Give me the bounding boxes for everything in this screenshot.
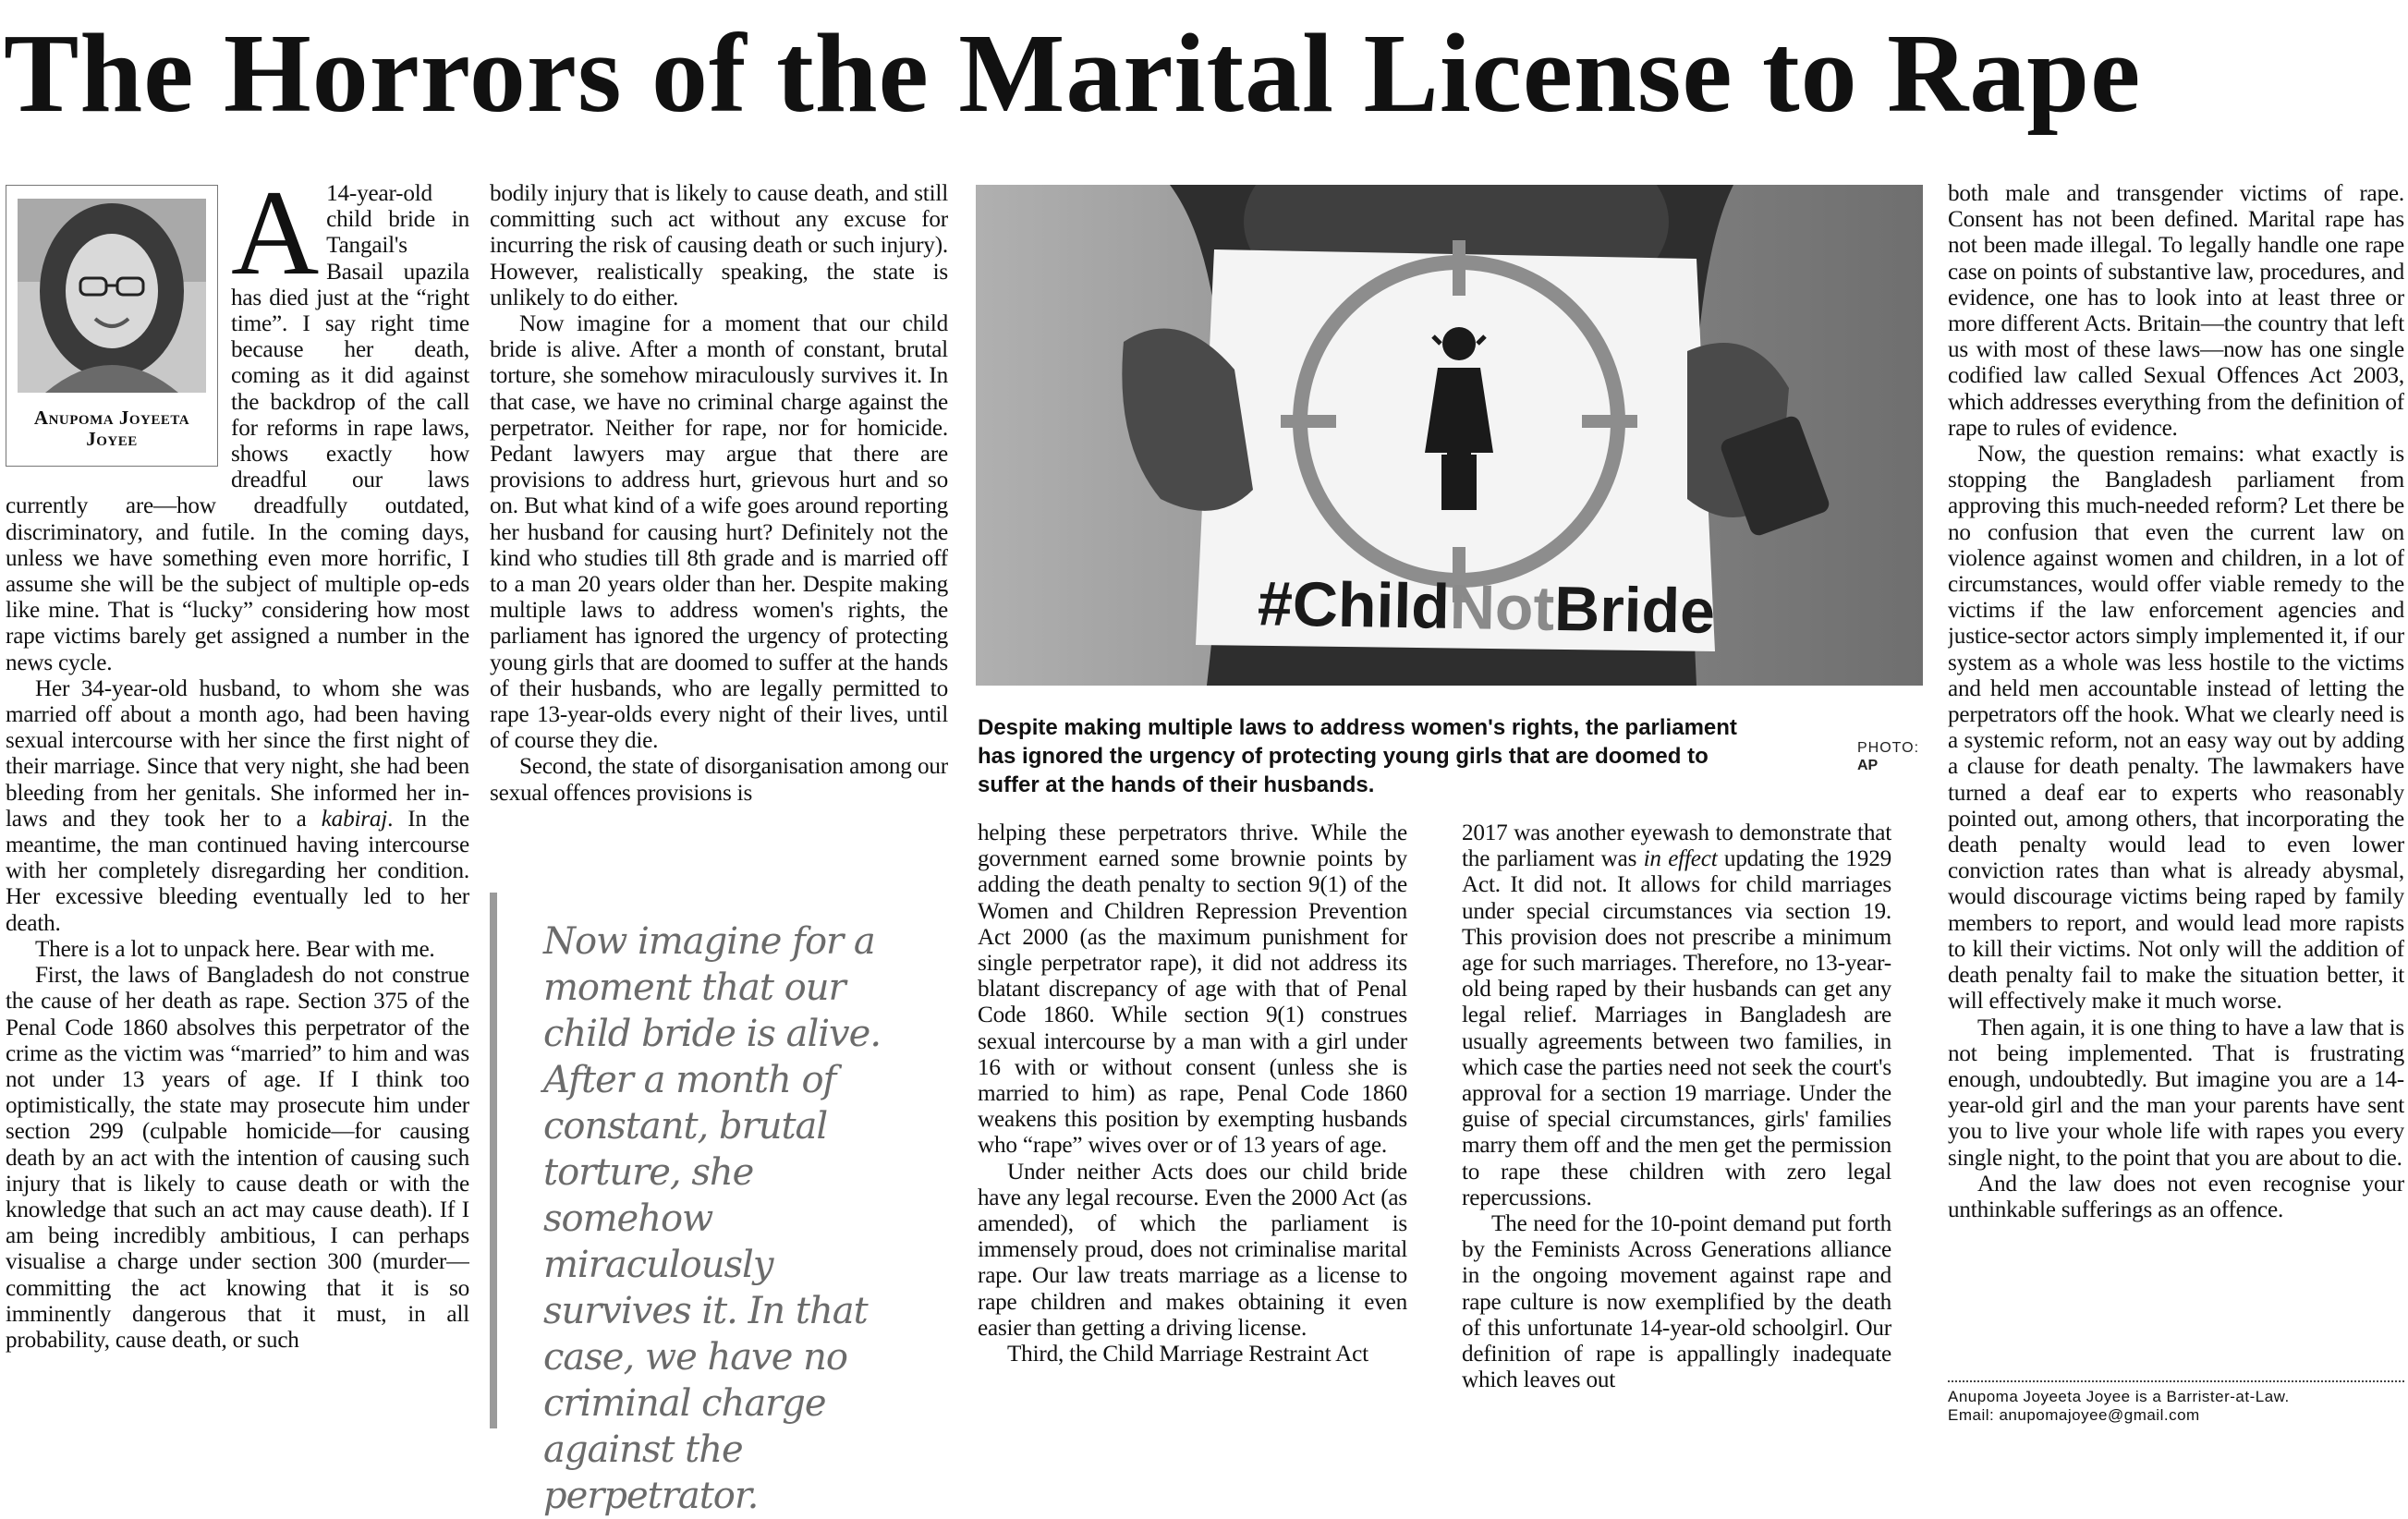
author-portrait-image bbox=[18, 199, 206, 393]
paragraph: Now, the question remains: what exactly is stopping the Bangladesh parliament from approving this much-needed reform? Let there be no confusion that even the current law on violence against women and children, in a lot of circumstances, would offer viable remedy to the victims if the law enforcement agencies and justice-sector actors simply implemented it, if our system as a whole was less hostile to the victims and held men accountable instead of letting the perpetrators off the hook. What we clearly need is a systemic reform, not an easy way out by adding a clause for death penalty. The lawmakers have turned a deaf ear to experts who reasonably pointed out, among others, that incorporating the death penalty would lead to even lower conviction rates than what is already abysmal, would discourage victims being raped by family members to report, and would lead more rapists to kill their victims. Not only will the addition of death penalty fail to make the situation better, it will effectively make it much worse. bbox=[1948, 442, 2404, 1015]
paragraph bbox=[1462, 820, 1891, 1211]
author-portrait bbox=[18, 199, 206, 393]
paragraph bbox=[6, 676, 469, 937]
headline: The Horrors of the Marital License to Rape bbox=[4, 11, 2142, 136]
paragraph-text: updating the 1929 Act. It did not. It allows for child marriages under special circumstances via section 19. This provision does not prescribe a minimum age for such marriages. Therefore, no 13-year-old being raped by their husbands can get any legal relief. Marriages in Bangladesh are usually agreements between two families, in which case the parties need not seek the court's approval for a section 19 marriage. Under the guise of special circumstances, girls' families marry them off and the men get the permission to rape these children with zero legal repercussions. bbox=[1462, 846, 1891, 1210]
paragraph: Then again, it is one thing to have a law that is not being implemented. That is frustrating enough, undoubtedly. But imagine you are a 14-year-old girl and the man your parents have sent you to live your whole life with rapes you every single night, to the point that you are about to die. bbox=[1948, 1015, 2404, 1171]
emphasis-text: in effect bbox=[1643, 846, 1718, 872]
paragraph-text: Her 34-year-old husband, to whom she was married off about a month ago, had been having sexual intercourse with her since the first night of their marriage. Since that very night, she had been bleeding from her genitals. She informed her in-laws and they took her to a bbox=[6, 675, 469, 832]
paragraph: both male and transgender victims of rape. Consent has not been defined. Marital rape has not been made illegal. To legally handle one rape case on points of substantive law, procedures, and evidence, one has to look into at least three or more different Acts. Britain—the country that left us with most of these laws—now has one single codified law called Sexual Offences Act 2003, which addresses everything from the definition of rape to rules of evidence. bbox=[1948, 181, 2404, 441]
author-box bbox=[6, 185, 218, 467]
svg-text:#ChildNotBride bbox=[1257, 568, 1715, 647]
article-column-3 bbox=[978, 820, 1407, 1430]
photo-credit-label: PHOTO: bbox=[1857, 740, 1920, 756]
paragraph: There is a lot to unpack here. Bear with me. bbox=[35, 936, 435, 962]
author-name-line-1: Anupoma Joyeeta bbox=[33, 407, 190, 429]
paragraph: helping these perpetrators thrive. While the government earned some brownie points by adding the death penalty to section 9(1) of the Women and Children Repression Prevention Act 2000 (as the maximum punishment for single perpetrator rape), it did not address its blatant discrepancy of age with that of Penal Code 1860. While section 9(1) construes sexual intercourse by a man with a girl under 16 with or without consent (unless she is married to him) as rape, Penal Code 1860 weakens this position by exempting husbands who “rape” wives over or of 13 years of age. bbox=[978, 820, 1407, 1159]
author-name bbox=[18, 407, 206, 450]
article-column-4 bbox=[1462, 820, 1891, 1430]
article-column-2 bbox=[490, 181, 948, 856]
article-column-1 bbox=[6, 181, 469, 1438]
photo-caption: Despite making multiple laws to address women's rights, the parliament has ignored the urgency of protecting young girls that are doomed to suffer at the hands of their husbands. bbox=[978, 715, 1737, 797]
drop-cap: A bbox=[231, 181, 320, 300]
paragraph-text: 14-year-old child bride in Tangail's Basail upazila has died just at the “right time”. I say right time because her death, coming as it did against the backdrop of the call for reforms in rape laws, shows exactly how dreadful our laws currently are—how dreadfully outdated, discriminatory, and futile. In the coming days, unless we have something even more horrific, I assume she will be the subject of multiple op-eds like mine. That is “lucky” considering how most rape victims barely get assigned a number in the news cycle. bbox=[6, 181, 469, 675]
paragraph: And the law does not even recognise your unthinkable sufferings as an offence. bbox=[1948, 1171, 2404, 1222]
article-column-5 bbox=[1948, 181, 2404, 1375]
author-footnote bbox=[1948, 1380, 2404, 1425]
paragraph: bodily injury that is likely to cause death, and still committing such act without any excuse for incurring the risk of causing death or such injury). However, realistically speaking, the state is unlikely to do either. bbox=[490, 181, 948, 310]
author-email[interactable]: Email: anupomajoyee@gmail.com bbox=[1948, 1406, 2200, 1424]
paragraph: Second, the state of disorganisation among our sexual offences provisions is bbox=[490, 754, 948, 806]
paragraph-text: . In the meantime, the man continued having intercourse with her completely disregarding her condition. Her excessive bleeding eventually led to her death. bbox=[6, 806, 469, 936]
paragraph-text: 2017 was another eyewash to demonstrate that the parliament was bbox=[1462, 820, 1891, 872]
author-bio: Anupoma Joyeeta Joyee is a Barrister-at-Law. bbox=[1948, 1388, 2290, 1405]
sign-hashtag-suffix: Bride bbox=[1553, 573, 1716, 647]
paragraph: Third, the Child Marriage Restraint Act bbox=[1007, 1342, 1368, 1367]
paragraph: The need for the 10-point demand put forth by the Feminists Across Generations alliance in the ongoing movement against rape and rape culture is now exemplified by the death of this unfortunate 14-year-old schoolgirl. Our definition of rape is appallingly inadequate which leaves out bbox=[1462, 1211, 1891, 1393]
pull-quote: Now imagine for a moment that our child bride is alive. After a month of constant, brutal torture, she somehow miraculously survives it. In that case, we have no criminal charge against the perpetrator. bbox=[490, 893, 924, 1428]
photo-illustration bbox=[976, 185, 1923, 686]
paragraph: Now imagine for a moment that our child bride is alive. After a month of constant, brutal torture, she somehow miraculously survives it. In that case, we have no criminal charge against the perpetrator. Neither for rape, nor for homicide. Pedant lawyers may argue that there are provisions to address hurt, grievous hurt and so on. But what kind of a wife goes around reporting her husband for causing hurt? Definitely not the kind who studies till 8th grade and is married off to a man 20 years older than her. Despite making multiple laws to address women's rights, the parliament has ignored the urgency of protecting young girls that are doomed to suffer at the hands of their husbands, who are legally permitted to rape 13-year-olds every night of their lives, until of course they die. bbox=[490, 311, 948, 754]
photo-credit bbox=[1857, 739, 1922, 774]
article-photo bbox=[976, 185, 1923, 686]
sign-hashtag-prefix: #Child bbox=[1257, 568, 1451, 642]
photo-credit-source: AP bbox=[1857, 758, 1879, 773]
paragraph: Under neither Acts does our child bride have any legal recourse. Even the 2000 Act (as amended), of which the parliament is immensely proud, does not criminalise marital rape. Our law treats marriage as a license to rape children and makes obtaining it even easier than getting a driving license. bbox=[978, 1159, 1407, 1341]
emphasis-text: kabiraj bbox=[321, 806, 388, 832]
paragraph: First, the laws of Bangladesh do not construe the cause of her death as rape. Section 375 of the Penal Code 1860 absolves this perpetrator of the crime as the victim was “married” to him and was not under 13 years of age. If I think too optimistically, the state may prosecute him under section 299 (culpable homicide—for causing death by an act with the intention of causing such injury that is likely to cause death or with the knowledge that such an act may cause death). If I am being incredibly ambitious, I can perhaps visualise a charge under section 300 (murder—committing the act knowing that it is so imminently dangerous that it must, in all probability, cause death, or such bbox=[6, 963, 469, 1353]
sign-hashtag-middle: Not bbox=[1449, 571, 1555, 644]
author-name-line-2: Joyee bbox=[86, 428, 138, 450]
